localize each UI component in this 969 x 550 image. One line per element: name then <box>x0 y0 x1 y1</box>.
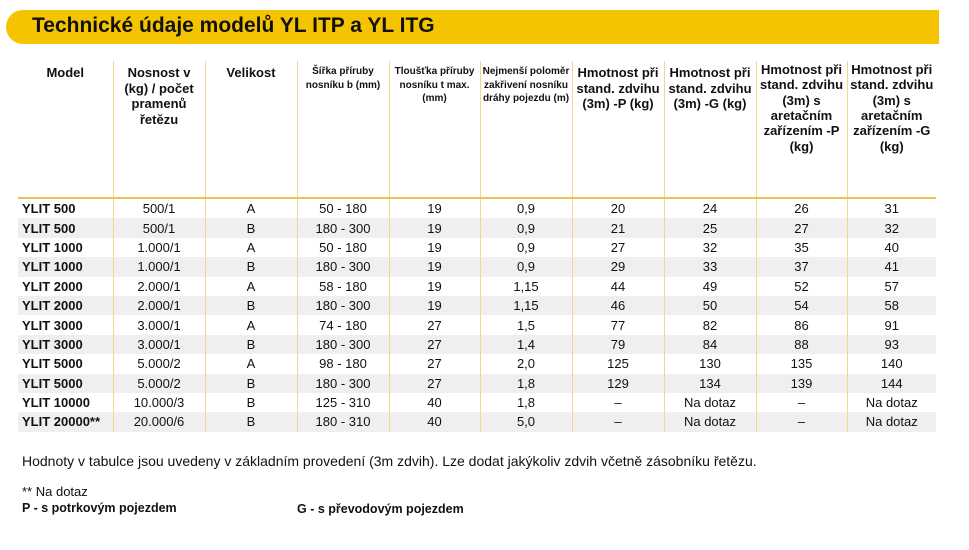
cell-model: YLIT 5000 <box>22 356 83 372</box>
table-row <box>18 198 936 218</box>
cell-weight-p: 20 <box>572 198 664 218</box>
cell-min-radius: 2,0 <box>480 354 572 373</box>
table-row <box>18 374 936 393</box>
cell-size: B <box>205 257 297 276</box>
cell-weight-p: 21 <box>572 218 664 237</box>
cell-capacity: 3.000/1 <box>113 335 205 354</box>
cell-model: YLIT 5000 <box>18 374 113 393</box>
header-capacity: Nosnost v (kg) / počet pramenů řetězu <box>113 61 205 198</box>
table-header-row <box>18 61 936 198</box>
header-flange-width: Šířka příruby nosníku b (mm) <box>297 61 389 198</box>
cell-weight-lock-p: – <box>756 393 847 412</box>
cell-flange-width: 180 - 310 <box>297 412 389 431</box>
cell-weight-g: 82 <box>664 315 756 334</box>
cell-model: YLIT 2000 <box>22 278 83 294</box>
header-model: Model <box>18 61 113 198</box>
cell-capacity: 1.000/1 <box>113 238 205 257</box>
cell-weight-lock-p: 37 <box>756 257 847 276</box>
cell-weight-lock-g: 57 <box>847 277 936 296</box>
cell-capacity: 5.000/2 <box>113 374 205 393</box>
header-size: Velikost <box>205 61 297 198</box>
cell-size: B <box>205 335 297 354</box>
cell-weight-p: 79 <box>572 335 664 354</box>
table-row <box>18 296 936 315</box>
cell-weight-g: 24 <box>664 198 756 218</box>
cell-model: YLIT 1000 <box>22 239 83 255</box>
cell-weight-g: 33 <box>664 257 756 276</box>
table-row <box>18 218 936 237</box>
cell-weight-lock-g: 58 <box>847 296 936 315</box>
legend-g: G - s převodovým pojezdem <box>297 502 464 516</box>
title-bar <box>6 10 939 44</box>
cell-model: YLIT 2000 <box>18 296 113 315</box>
header-weight-lock-p: Hmotnost při stand. zdvihu (3m) s aretačním zařízením -P (kg) <box>756 61 847 198</box>
cell-weight-lock-p: 139 <box>756 374 847 393</box>
cell-weight-lock-g: 93 <box>847 335 936 354</box>
cell-size: B <box>205 296 297 315</box>
cell-flange-thickness: 19 <box>389 238 480 257</box>
spec-table <box>18 61 936 432</box>
cell-min-radius: 1,15 <box>480 296 572 315</box>
cell-weight-lock-g: 41 <box>847 257 936 276</box>
cell-flange-thickness: 19 <box>389 198 480 218</box>
cell-size: B <box>205 374 297 393</box>
table-row <box>18 335 936 354</box>
cell-min-radius: 1,8 <box>480 393 572 412</box>
cell-flange-width: 74 - 180 <box>297 315 389 334</box>
header-flange-thickness: Tloušťka příruby nosníku t max. (mm) <box>389 61 480 198</box>
cell-flange-width: 180 - 300 <box>297 257 389 276</box>
cell-flange-width: 180 - 300 <box>297 218 389 237</box>
cell-min-radius: 1,8 <box>480 374 572 393</box>
cell-flange-width: 50 - 180 <box>297 238 389 257</box>
cell-weight-lock-g: 32 <box>847 218 936 237</box>
table-row <box>18 354 936 373</box>
cell-min-radius: 1,4 <box>480 335 572 354</box>
cell-capacity: 1.000/1 <box>113 257 205 276</box>
footnote: ** Na dotaz <box>22 484 88 499</box>
cell-capacity: 10.000/3 <box>113 393 205 412</box>
cell-model: YLIT 20000** <box>18 412 113 431</box>
page-title: Technické údaje modelů YL ITP a YL ITG <box>32 14 435 37</box>
cell-weight-p: 44 <box>572 277 664 296</box>
cell-size: B <box>205 393 297 412</box>
cell-size: B <box>205 218 297 237</box>
cell-weight-p: 77 <box>572 315 664 334</box>
cell-weight-lock-g: Na dotaz <box>847 393 936 412</box>
cell-flange-thickness: 40 <box>389 412 480 431</box>
cell-flange-thickness: 27 <box>389 374 480 393</box>
cell-size: A <box>205 198 297 218</box>
cell-flange-width: 180 - 300 <box>297 374 389 393</box>
header-min-radius: Nejmenší poloměr zakřivení nosníku dráhy pojezdu (m) <box>480 61 572 198</box>
cell-model: YLIT 3000 <box>18 335 113 354</box>
cell-capacity: 3.000/1 <box>113 315 205 334</box>
cell-weight-p: 125 <box>572 354 664 373</box>
cell-weight-lock-g: 40 <box>847 238 936 257</box>
cell-min-radius: 0,9 <box>480 198 572 218</box>
cell-flange-width: 125 - 310 <box>297 393 389 412</box>
cell-flange-thickness: 19 <box>389 277 480 296</box>
cell-min-radius: 5,0 <box>480 412 572 431</box>
table-row <box>18 393 936 412</box>
cell-weight-p: – <box>572 412 664 431</box>
cell-model: YLIT 500 <box>22 201 76 217</box>
cell-flange-thickness: 27 <box>389 315 480 334</box>
cell-flange-width: 180 - 300 <box>297 335 389 354</box>
cell-capacity: 2.000/1 <box>113 277 205 296</box>
cell-weight-lock-p: 27 <box>756 218 847 237</box>
cell-min-radius: 0,9 <box>480 218 572 237</box>
cell-min-radius: 0,9 <box>480 238 572 257</box>
table-row <box>18 412 936 431</box>
cell-flange-thickness: 19 <box>389 296 480 315</box>
cell-min-radius: 0,9 <box>480 257 572 276</box>
cell-flange-width: 180 - 300 <box>297 296 389 315</box>
cell-flange-thickness: 40 <box>389 393 480 412</box>
cell-weight-p: – <box>572 393 664 412</box>
header-weight-g: Hmotnost při stand. zdvihu (3m) -G (kg) <box>664 61 756 198</box>
cell-weight-lock-p: 52 <box>756 277 847 296</box>
cell-weight-lock-g: 144 <box>847 374 936 393</box>
table-row <box>18 257 936 276</box>
cell-flange-thickness: 27 <box>389 354 480 373</box>
cell-flange-width: 98 - 180 <box>297 354 389 373</box>
cell-weight-lock-p: 54 <box>756 296 847 315</box>
header-weight-lock-g: Hmotnost při stand. zdvihu (3m) s aretačním zařízením -G (kg) <box>847 61 936 198</box>
cell-model: YLIT 1000 <box>18 257 113 276</box>
cell-size: B <box>205 412 297 431</box>
table-row <box>18 277 936 296</box>
cell-weight-lock-p: 88 <box>756 335 847 354</box>
cell-size: A <box>205 315 297 334</box>
cell-weight-g: 49 <box>664 277 756 296</box>
cell-weight-lock-p: 26 <box>756 198 847 218</box>
cell-capacity: 500/1 <box>113 198 205 218</box>
cell-model: YLIT 500 <box>18 218 113 237</box>
cell-size: A <box>205 354 297 373</box>
cell-model: YLIT 10000 <box>22 395 90 411</box>
cell-weight-g: Na dotaz <box>664 393 756 412</box>
cell-size: A <box>205 238 297 257</box>
cell-weight-lock-g: 91 <box>847 315 936 334</box>
table-row <box>18 315 936 334</box>
cell-weight-p: 27 <box>572 238 664 257</box>
cell-weight-lock-g: 140 <box>847 354 936 373</box>
table-row <box>18 238 936 257</box>
cell-weight-lock-p: 135 <box>756 354 847 373</box>
cell-model: YLIT 3000 <box>22 317 83 333</box>
cell-weight-lock-g: Na dotaz <box>847 412 936 431</box>
cell-weight-p: 29 <box>572 257 664 276</box>
cell-min-radius: 1,5 <box>480 315 572 334</box>
cell-capacity: 2.000/1 <box>113 296 205 315</box>
table-note: Hodnoty v tabulce jsou uvedeny v základním provedení (3m zdvih). Lze dodat jakýkoliv zdvih včetně zásobníku řetězu. <box>22 453 757 469</box>
cell-weight-g: 134 <box>664 374 756 393</box>
cell-weight-g: 50 <box>664 296 756 315</box>
cell-flange-width: 58 - 180 <box>297 277 389 296</box>
cell-weight-g: 25 <box>664 218 756 237</box>
cell-flange-thickness: 19 <box>389 218 480 237</box>
cell-weight-lock-g: 31 <box>847 198 936 218</box>
cell-flange-thickness: 19 <box>389 257 480 276</box>
header-weight-p: Hmotnost při stand. zdvihu (3m) -P (kg) <box>572 61 664 198</box>
cell-weight-p: 46 <box>572 296 664 315</box>
cell-weight-lock-p: 35 <box>756 238 847 257</box>
cell-capacity: 20.000/6 <box>113 412 205 431</box>
cell-min-radius: 1,15 <box>480 277 572 296</box>
cell-weight-g: 130 <box>664 354 756 373</box>
cell-weight-g: 84 <box>664 335 756 354</box>
cell-weight-lock-p: 86 <box>756 315 847 334</box>
cell-weight-p: 129 <box>572 374 664 393</box>
cell-capacity: 500/1 <box>113 218 205 237</box>
cell-flange-width: 50 - 180 <box>297 198 389 218</box>
cell-capacity: 5.000/2 <box>113 354 205 373</box>
cell-flange-thickness: 27 <box>389 335 480 354</box>
legend-p: P - s potrkovým pojezdem <box>22 501 177 515</box>
cell-weight-lock-p: – <box>756 412 847 431</box>
cell-size: A <box>205 277 297 296</box>
cell-weight-g: Na dotaz <box>664 412 756 431</box>
cell-weight-g: 32 <box>664 238 756 257</box>
